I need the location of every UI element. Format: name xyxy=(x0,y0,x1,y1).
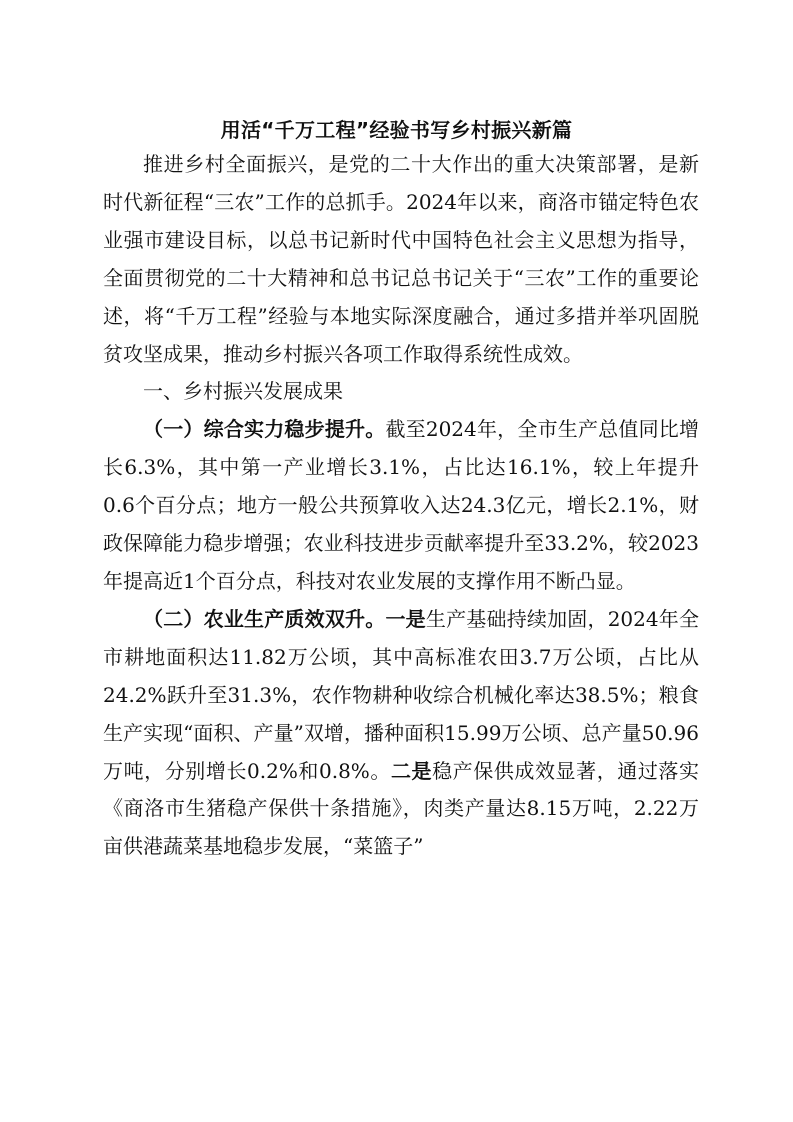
document-title: 用活“千万工程”经验书写乡村振兴新篇 xyxy=(220,118,573,142)
section-2-label: （二）农业生产质效双升。 xyxy=(143,606,386,631)
point-1-label: 一是 xyxy=(385,606,426,631)
section-2-paragraph xyxy=(103,601,699,866)
section-heading: 一、乡村振兴发展成果 xyxy=(143,379,343,404)
point-2-label: 二是 xyxy=(390,758,433,783)
section-1-label: （一）综合实力稳步提升。 xyxy=(143,417,386,442)
point-2-text: 稳产保供成效显著，通过落实《商洛市生猪稳产保供十条措施》，肉类产量达8.15万吨，2.22万亩供港蔬菜基地稳步发展，“菜篮子” xyxy=(103,758,700,859)
section-1-text: 截至2024年，全市生产总值同比增长6.3%，其中第一产业增长3.1%，占比达16.1%，较上年提升0.6个百分点；地方一般公共预算收入达24.3亿元，增长2.1%，财政保障能力稳步增强；农业科技进步贡献率提升至33.2%，较2023年提高近1个百分点，科技对农业发展的支撑作用不断凸显。 xyxy=(103,417,700,593)
point-1-text: 生产基础持续加固，2024年全市耕地面积达11.82万公顷，其中高标准农田3.7万公顷，占比从24.2%跃升至31.3%，农作物耕种收综合机械化率达38.5%；粮食生产实现“面积、产量”双增，播种面积15.99万公顷、总产量50.96万吨，分别增长0.2%和0.8%。 xyxy=(103,606,700,783)
section-1-paragraph xyxy=(103,411,699,601)
intro-paragraph: 推进乡村全面振兴，是党的二十大作出的重大决策部署，是新时代新征程“三农”工作的总抓手。2024年以来，商洛市锚定特色农业强市建设目标，以总书记新时代中国特色社会主义思想为指导，全面贯彻党的二十大精神和总书记总书记关于“三农”工作的重要论述，将“千万工程”经验与本地实际深度融合，通过多措并举巩固脱贫攻坚成果，推动乡村振兴各项工作取得系统性成效。 xyxy=(103,152,699,366)
document-body xyxy=(103,146,699,866)
